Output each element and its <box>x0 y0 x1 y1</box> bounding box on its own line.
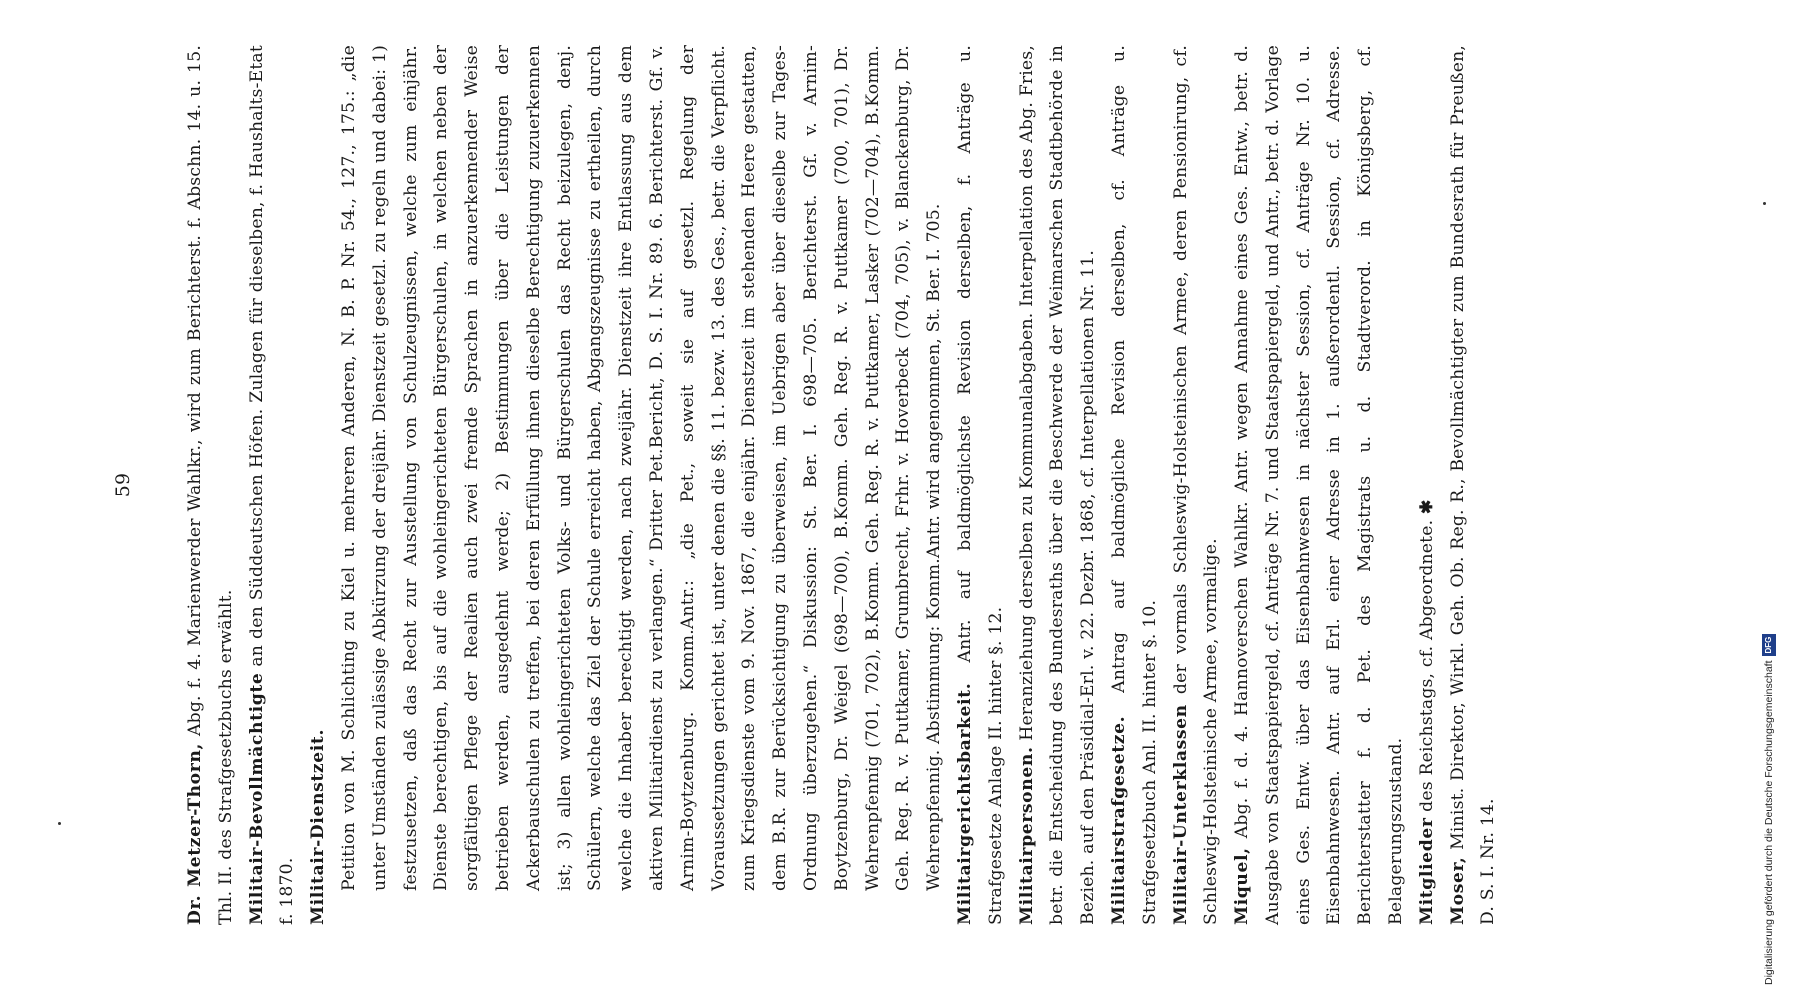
index-entry-militair-unterklassen <box>1166 45 1228 925</box>
credit-text: Digitalisierung gefördert durch die Deutsche Forschungsgemeinschaft <box>1762 660 1775 985</box>
entry-text: der vormals Schleswig-Holsteinischen Armee, deren Pensionirung, cf. Schleswig-Holsteinische Armee, vormalige. <box>1170 45 1222 925</box>
entry-headword: Dr. Metzer-Thorn, <box>185 742 205 925</box>
index-entry-petition-schlichting <box>334 45 950 925</box>
index-entry-militair-bevollmaechtigte <box>242 45 304 925</box>
entry-text: an den Süddeutschen Höfen. Zulagen für dieselben, f. Haushalts-Etat f. 1870. <box>246 45 298 925</box>
index-page <box>110 45 1504 925</box>
index-entry-metzer <box>180 45 242 925</box>
entry-text: Antrag auf baldmögliche Revision derselben, cf. Anträge u. Strafgesetzbuch Anl. II. hinter §. 10. <box>1108 45 1160 925</box>
entry-headword: Militair-Unterklassen <box>1170 704 1191 925</box>
index-entry-miquel <box>1227 45 1412 925</box>
entry-headword: Moser, <box>1447 856 1468 925</box>
entry-text: Heranziehung derselben zu Kommunalabgaben. Interpellation des Abg. Fries, betr. die Entscheidung des Bundesraths über die Beschwerde der Weimarschen Stadtbehörde in Bezieh. auf den Präsidial-Erl. v. 22. Dezbr. 1868, cf. Interpellationen Nr. 11. <box>1016 45 1099 925</box>
page-number: 59 <box>112 472 134 498</box>
index-entry-militairstrafgesetze <box>1104 45 1166 925</box>
entry-text: Antr. auf baldmöglichste Revision derselben, f. Anträge u. Strafgesetze Anlage II. hinter §. 12. <box>954 45 1006 925</box>
entry-headword: Miquel, <box>1232 847 1253 925</box>
entry-headword: Mitglieder <box>1416 817 1437 925</box>
dfg-logo-badge: DFG <box>1762 634 1776 657</box>
index-entry-militairgerichtsbarkeit <box>950 45 1012 925</box>
index-entry-militairpersonen <box>1012 45 1104 925</box>
digitization-credit <box>1762 35 1776 985</box>
entry-headword: Militairgerichtsbarkeit. <box>954 682 975 925</box>
entry-headword: Militair-Dienstzeit. <box>308 728 329 925</box>
index-entry-mitglieder <box>1412 45 1443 925</box>
rotated-page <box>110 5 1670 965</box>
asterisk-mark: ✱ <box>1416 499 1437 515</box>
speck-mark <box>58 822 61 825</box>
entry-text: Abg. f. d. 4. Hannoverschen Wahlkr. Antr. wegen Annahme eines Ges. Entw., betr. d. Ausgabe von Staatspapiergeld, cf. Anträge Nr. 7. und Staatspapiergeld, und Antr., betr. d. Vorlage eines Ges. Entw. über das Eisenbahnwesen in nächster Session, cf. Anträge Nr. 10. u. Eisenbahnwesen. Antr. auf Erl. einer Adresse in 1. außerordentl. Session, cf. Adresse. Berichterstatter f. d. Pet. des Magistrats u. d. Stadtverord. in Königsberg, cf. Belagerungszustand. <box>1232 45 1407 925</box>
entry-text: Minist. Direktor, Wirkl. Geh. Ob. Reg. R., Bevollmächtigter zum Bundesrath für Preußen, D. S. I. Nr. 14. <box>1447 44 1499 925</box>
index-entry-moser <box>1443 45 1505 925</box>
index-entry-militair-dienstzeit <box>303 45 334 925</box>
entry-text: Petition von M. Schlichting zu Kiel u. mehreren Anderen, N. B. P. Nr. 54., 127., 175.: „die unter Umständen zulässige Abkürzung der dreijähr. Dienstzeit gesetzl. zu regeln und dabei: 1) festzusetzen, daß das Recht zur Ausstellung von Schulzeugnissen, welche zum einjähr. Dienste berechtigen, bis auf die wohleingerichteten Bürgerschulen, in welchen neben der sorgfältigen Pflege der Realien auch zwei fremde Sprachen in anzuerkennender Weise betrieben werden, ausgedehnt werde; 2) Bestimmungen über die Leistungen der Ackerbauschulen zu treffen, bei deren Erfüllung ihnen dieselbe Berechtigung zuzuerkennen ist; 3) allen wohleingerichteten Volks- und Bürgerschulen das Recht beizulegen, denj. Schülern, welche das Ziel der Schule erreicht haben, Abgangszeugnisse zu ertheilen, durch welche die Inhaber berechtigt werden, nach zweijähr. Dienstzeit ihre Entlassung aus dem aktiven Militairdienst zu verlangen.“ Dritter Pet.Bericht, D. S. I. Nr. 89. 6. Berichterst. Gf. v. Arnim-Boytzenburg. Komm.Antr.: „die Pet., soweit sie auf gesetzl. Regelung der Voraussetzungen gerichtet ist, unter denen die §§. 11. bezw. 13. des Ges., betr. die Verpflicht. zum Kriegsdienste vom 9. Nov. 1867, die einjähr. Dienstzeit im stehenden Heere gestatten, dem B.R. zur Berücksichtigung zu überweisen, im Uebrigen aber über dieselbe zur Tages-Ordnung überzugehen.“ Diskussion: St. Ber. I. 698—705. Berichterst. Gf. v. Arnim-Boytzenburg, Dr. Weigel (698—700), B.Komm. Geh. Reg. R. v. Puttkamer (700, 701), Dr. Wehrenpfennig (701, 702), B.Komm. Geh. Reg. R. v. Puttkamer, Lasker (702—704), B.Komm. Geh. Reg. R. v. Puttkamer, Grumbrecht, Frhr. v. Hoverbeck (704, 705), v. Blanckenburg, Dr. Wehrenpfennig. Abstimmung: Komm.Antr. wird angenommen, St. Ber. I. 705. <box>338 45 945 891</box>
entry-headword: Militair-Bevollmächtigte <box>246 672 267 925</box>
entry-headword: Militairpersonen. <box>1016 746 1037 925</box>
entry-text: des Reichstags, cf. Abgeordnete. <box>1416 519 1437 812</box>
entry-headword: Militairstrafgesetze. <box>1108 715 1129 925</box>
entry-text: Abg. f. 4. Marienwerder Wahlkr., wird zum Berichterst. f. Abschn. 14. u. 15. Thl. II. des Strafgesetzbuchs erwählt. <box>185 45 236 925</box>
